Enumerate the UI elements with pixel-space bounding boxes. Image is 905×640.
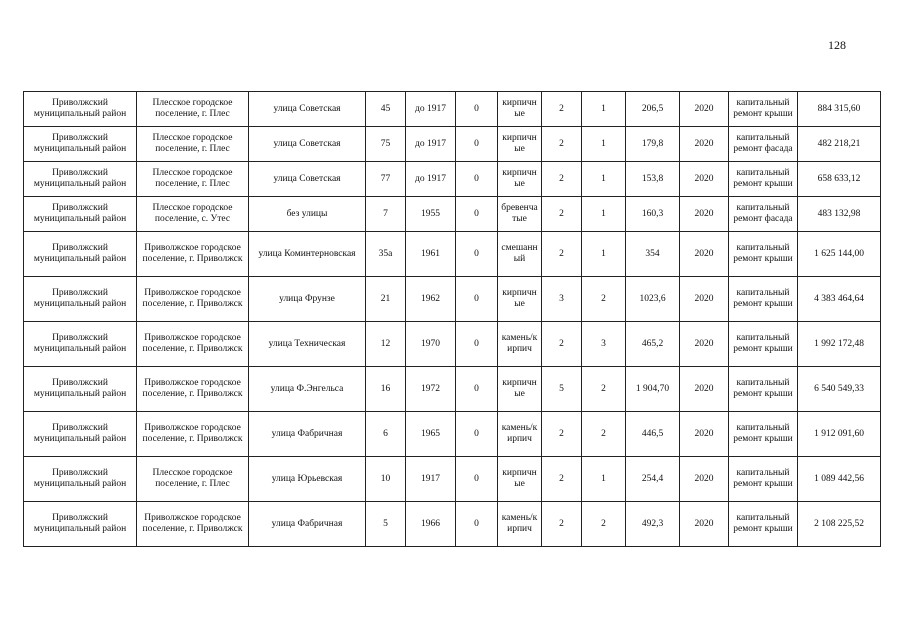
zero-value-cell: 0 bbox=[456, 367, 498, 412]
zero-value-cell: 0 bbox=[456, 232, 498, 277]
area-cell: 179,8 bbox=[626, 127, 680, 162]
house-number-cell: 5 bbox=[366, 502, 406, 547]
street-cell: без улицы bbox=[249, 197, 366, 232]
floors-cell: 3 bbox=[542, 277, 582, 322]
entrances-cell: 1 bbox=[582, 457, 626, 502]
work-type-cell: капитальный ремонт крыши bbox=[729, 92, 798, 127]
district-cell: Приволжский муниципальный район bbox=[24, 197, 137, 232]
wall-material-cell: кирпичные bbox=[498, 277, 542, 322]
work-type-cell: капитальный ремонт крыши bbox=[729, 162, 798, 197]
plan-year-cell: 2020 bbox=[680, 92, 729, 127]
cost-cell: 483 132,98 bbox=[798, 197, 881, 232]
zero-value-cell: 0 bbox=[456, 162, 498, 197]
settlement-cell: Приволжское городское поселение, г. Приволжск bbox=[137, 367, 249, 412]
entrances-cell: 1 bbox=[582, 127, 626, 162]
entrances-cell: 2 bbox=[582, 277, 626, 322]
plan-year-cell: 2020 bbox=[680, 127, 729, 162]
house-number-cell: 10 bbox=[366, 457, 406, 502]
wall-material-cell: камень/кирпич bbox=[498, 412, 542, 457]
cost-cell: 658 633,12 bbox=[798, 162, 881, 197]
table-row bbox=[24, 367, 881, 412]
work-type-cell: капитальный ремонт крыши bbox=[729, 322, 798, 367]
settlement-cell: Плесское городское поселение, г. Плес bbox=[137, 92, 249, 127]
table-row bbox=[24, 197, 881, 232]
cost-cell: 1 992 172,48 bbox=[798, 322, 881, 367]
area-cell: 354 bbox=[626, 232, 680, 277]
floors-cell: 2 bbox=[542, 232, 582, 277]
settlement-cell: Плесское городское поселение, г. Плес bbox=[137, 457, 249, 502]
cost-cell: 2 108 225,52 bbox=[798, 502, 881, 547]
area-cell: 206,5 bbox=[626, 92, 680, 127]
entrances-cell: 2 bbox=[582, 367, 626, 412]
plan-year-cell: 2020 bbox=[680, 277, 729, 322]
street-cell: улица Юрьевская bbox=[249, 457, 366, 502]
zero-value-cell: 0 bbox=[456, 412, 498, 457]
construction-year-cell: до 1917 bbox=[406, 127, 456, 162]
cost-cell: 4 383 464,64 bbox=[798, 277, 881, 322]
cost-cell: 6 540 549,33 bbox=[798, 367, 881, 412]
wall-material-cell: камень/кирпич bbox=[498, 502, 542, 547]
plan-year-cell: 2020 bbox=[680, 322, 729, 367]
wall-material-cell: кирпичные bbox=[498, 127, 542, 162]
work-type-cell: капитальный ремонт крыши bbox=[729, 502, 798, 547]
district-cell: Приволжский муниципальный район bbox=[24, 92, 137, 127]
construction-year-cell: 1965 bbox=[406, 412, 456, 457]
district-cell: Приволжский муниципальный район bbox=[24, 322, 137, 367]
entrances-cell: 1 bbox=[582, 232, 626, 277]
construction-year-cell: до 1917 bbox=[406, 162, 456, 197]
plan-year-cell: 2020 bbox=[680, 162, 729, 197]
entrances-cell: 1 bbox=[582, 162, 626, 197]
area-cell: 1023,6 bbox=[626, 277, 680, 322]
table-row bbox=[24, 412, 881, 457]
table-row bbox=[24, 232, 881, 277]
district-cell: Приволжский муниципальный район bbox=[24, 412, 137, 457]
zero-value-cell: 0 bbox=[456, 92, 498, 127]
table-row bbox=[24, 127, 881, 162]
area-cell: 153,8 bbox=[626, 162, 680, 197]
floors-cell: 2 bbox=[542, 127, 582, 162]
construction-year-cell: 1955 bbox=[406, 197, 456, 232]
plan-year-cell: 2020 bbox=[680, 232, 729, 277]
house-number-cell: 21 bbox=[366, 277, 406, 322]
wall-material-cell: кирпичные bbox=[498, 162, 542, 197]
wall-material-cell: кирпичные bbox=[498, 457, 542, 502]
street-cell: улица Фрунзе bbox=[249, 277, 366, 322]
plan-year-cell: 2020 bbox=[680, 197, 729, 232]
district-cell: Приволжский муниципальный район bbox=[24, 277, 137, 322]
settlement-cell: Приволжское городское поселение, г. Приволжск bbox=[137, 232, 249, 277]
street-cell: улица Советская bbox=[249, 162, 366, 197]
zero-value-cell: 0 bbox=[456, 277, 498, 322]
entrances-cell: 2 bbox=[582, 412, 626, 457]
floors-cell: 2 bbox=[542, 322, 582, 367]
area-cell: 1 904,70 bbox=[626, 367, 680, 412]
floors-cell: 2 bbox=[542, 412, 582, 457]
district-cell: Приволжский муниципальный район bbox=[24, 232, 137, 277]
entrances-cell: 1 bbox=[582, 197, 626, 232]
wall-material-cell: кирпичные bbox=[498, 92, 542, 127]
cost-cell: 1 625 144,00 bbox=[798, 232, 881, 277]
area-cell: 254,4 bbox=[626, 457, 680, 502]
zero-value-cell: 0 bbox=[456, 127, 498, 162]
house-number-cell: 75 bbox=[366, 127, 406, 162]
area-cell: 160,3 bbox=[626, 197, 680, 232]
settlement-cell: Плесское городское поселение, г. Плес bbox=[137, 127, 249, 162]
construction-year-cell: 1962 bbox=[406, 277, 456, 322]
table-row bbox=[24, 502, 881, 547]
work-type-cell: капитальный ремонт крыши bbox=[729, 232, 798, 277]
settlement-cell: Плесское городское поселение, с. Утес bbox=[137, 197, 249, 232]
housing-repair-table bbox=[23, 91, 881, 547]
street-cell: улица Коминтерновская bbox=[249, 232, 366, 277]
street-cell: улица Фабричная bbox=[249, 412, 366, 457]
zero-value-cell: 0 bbox=[456, 197, 498, 232]
work-type-cell: капитальный ремонт крыши bbox=[729, 277, 798, 322]
zero-value-cell: 0 bbox=[456, 457, 498, 502]
settlement-cell: Приволжское городское поселение, г. Приволжск bbox=[137, 322, 249, 367]
construction-year-cell: 1970 bbox=[406, 322, 456, 367]
construction-year-cell: 1917 bbox=[406, 457, 456, 502]
plan-year-cell: 2020 bbox=[680, 502, 729, 547]
work-type-cell: капитальный ремонт крыши bbox=[729, 367, 798, 412]
street-cell: улица Советская bbox=[249, 92, 366, 127]
street-cell: улица Техническая bbox=[249, 322, 366, 367]
entrances-cell: 3 bbox=[582, 322, 626, 367]
wall-material-cell: бревенчатые bbox=[498, 197, 542, 232]
table-row bbox=[24, 162, 881, 197]
floors-cell: 2 bbox=[542, 162, 582, 197]
construction-year-cell: 1972 bbox=[406, 367, 456, 412]
house-number-cell: 6 bbox=[366, 412, 406, 457]
floors-cell: 2 bbox=[542, 197, 582, 232]
work-type-cell: капитальный ремонт фасада bbox=[729, 197, 798, 232]
settlement-cell: Приволжское городское поселение, г. Приволжск bbox=[137, 277, 249, 322]
zero-value-cell: 0 bbox=[456, 502, 498, 547]
house-number-cell: 35а bbox=[366, 232, 406, 277]
district-cell: Приволжский муниципальный район bbox=[24, 367, 137, 412]
settlement-cell: Приволжское городское поселение, г. Приволжск bbox=[137, 412, 249, 457]
wall-material-cell: камень/кирпич bbox=[498, 322, 542, 367]
table-row bbox=[24, 92, 881, 127]
work-type-cell: капитальный ремонт крыши bbox=[729, 457, 798, 502]
house-number-cell: 45 bbox=[366, 92, 406, 127]
plan-year-cell: 2020 bbox=[680, 367, 729, 412]
street-cell: улица Ф.Энгельса bbox=[249, 367, 366, 412]
settlement-cell: Приволжское городское поселение, г. Приволжск bbox=[137, 502, 249, 547]
district-cell: Приволжский муниципальный район bbox=[24, 502, 137, 547]
cost-cell: 482 218,21 bbox=[798, 127, 881, 162]
table-row bbox=[24, 277, 881, 322]
zero-value-cell: 0 bbox=[456, 322, 498, 367]
district-cell: Приволжский муниципальный район bbox=[24, 162, 137, 197]
work-type-cell: капитальный ремонт фасада bbox=[729, 127, 798, 162]
wall-material-cell: кирпичные bbox=[498, 367, 542, 412]
floors-cell: 5 bbox=[542, 367, 582, 412]
house-number-cell: 12 bbox=[366, 322, 406, 367]
house-number-cell: 77 bbox=[366, 162, 406, 197]
floors-cell: 2 bbox=[542, 457, 582, 502]
cost-cell: 1 912 091,60 bbox=[798, 412, 881, 457]
table-row bbox=[24, 322, 881, 367]
cost-cell: 1 089 442,56 bbox=[798, 457, 881, 502]
floors-cell: 2 bbox=[542, 92, 582, 127]
work-type-cell: капитальный ремонт крыши bbox=[729, 412, 798, 457]
cost-cell: 884 315,60 bbox=[798, 92, 881, 127]
construction-year-cell: до 1917 bbox=[406, 92, 456, 127]
area-cell: 465,2 bbox=[626, 322, 680, 367]
entrances-cell: 2 bbox=[582, 502, 626, 547]
wall-material-cell: смешанный bbox=[498, 232, 542, 277]
plan-year-cell: 2020 bbox=[680, 412, 729, 457]
district-cell: Приволжский муниципальный район bbox=[24, 457, 137, 502]
street-cell: улица Фабричная bbox=[249, 502, 366, 547]
floors-cell: 2 bbox=[542, 502, 582, 547]
entrances-cell: 1 bbox=[582, 92, 626, 127]
house-number-cell: 7 bbox=[366, 197, 406, 232]
area-cell: 446,5 bbox=[626, 412, 680, 457]
construction-year-cell: 1966 bbox=[406, 502, 456, 547]
plan-year-cell: 2020 bbox=[680, 457, 729, 502]
district-cell: Приволжский муниципальный район bbox=[24, 127, 137, 162]
settlement-cell: Плесское городское поселение, г. Плес bbox=[137, 162, 249, 197]
page-number: 128 bbox=[828, 38, 846, 52]
table-row bbox=[24, 457, 881, 502]
house-number-cell: 16 bbox=[366, 367, 406, 412]
construction-year-cell: 1961 bbox=[406, 232, 456, 277]
street-cell: улица Советская bbox=[249, 127, 366, 162]
area-cell: 492,3 bbox=[626, 502, 680, 547]
